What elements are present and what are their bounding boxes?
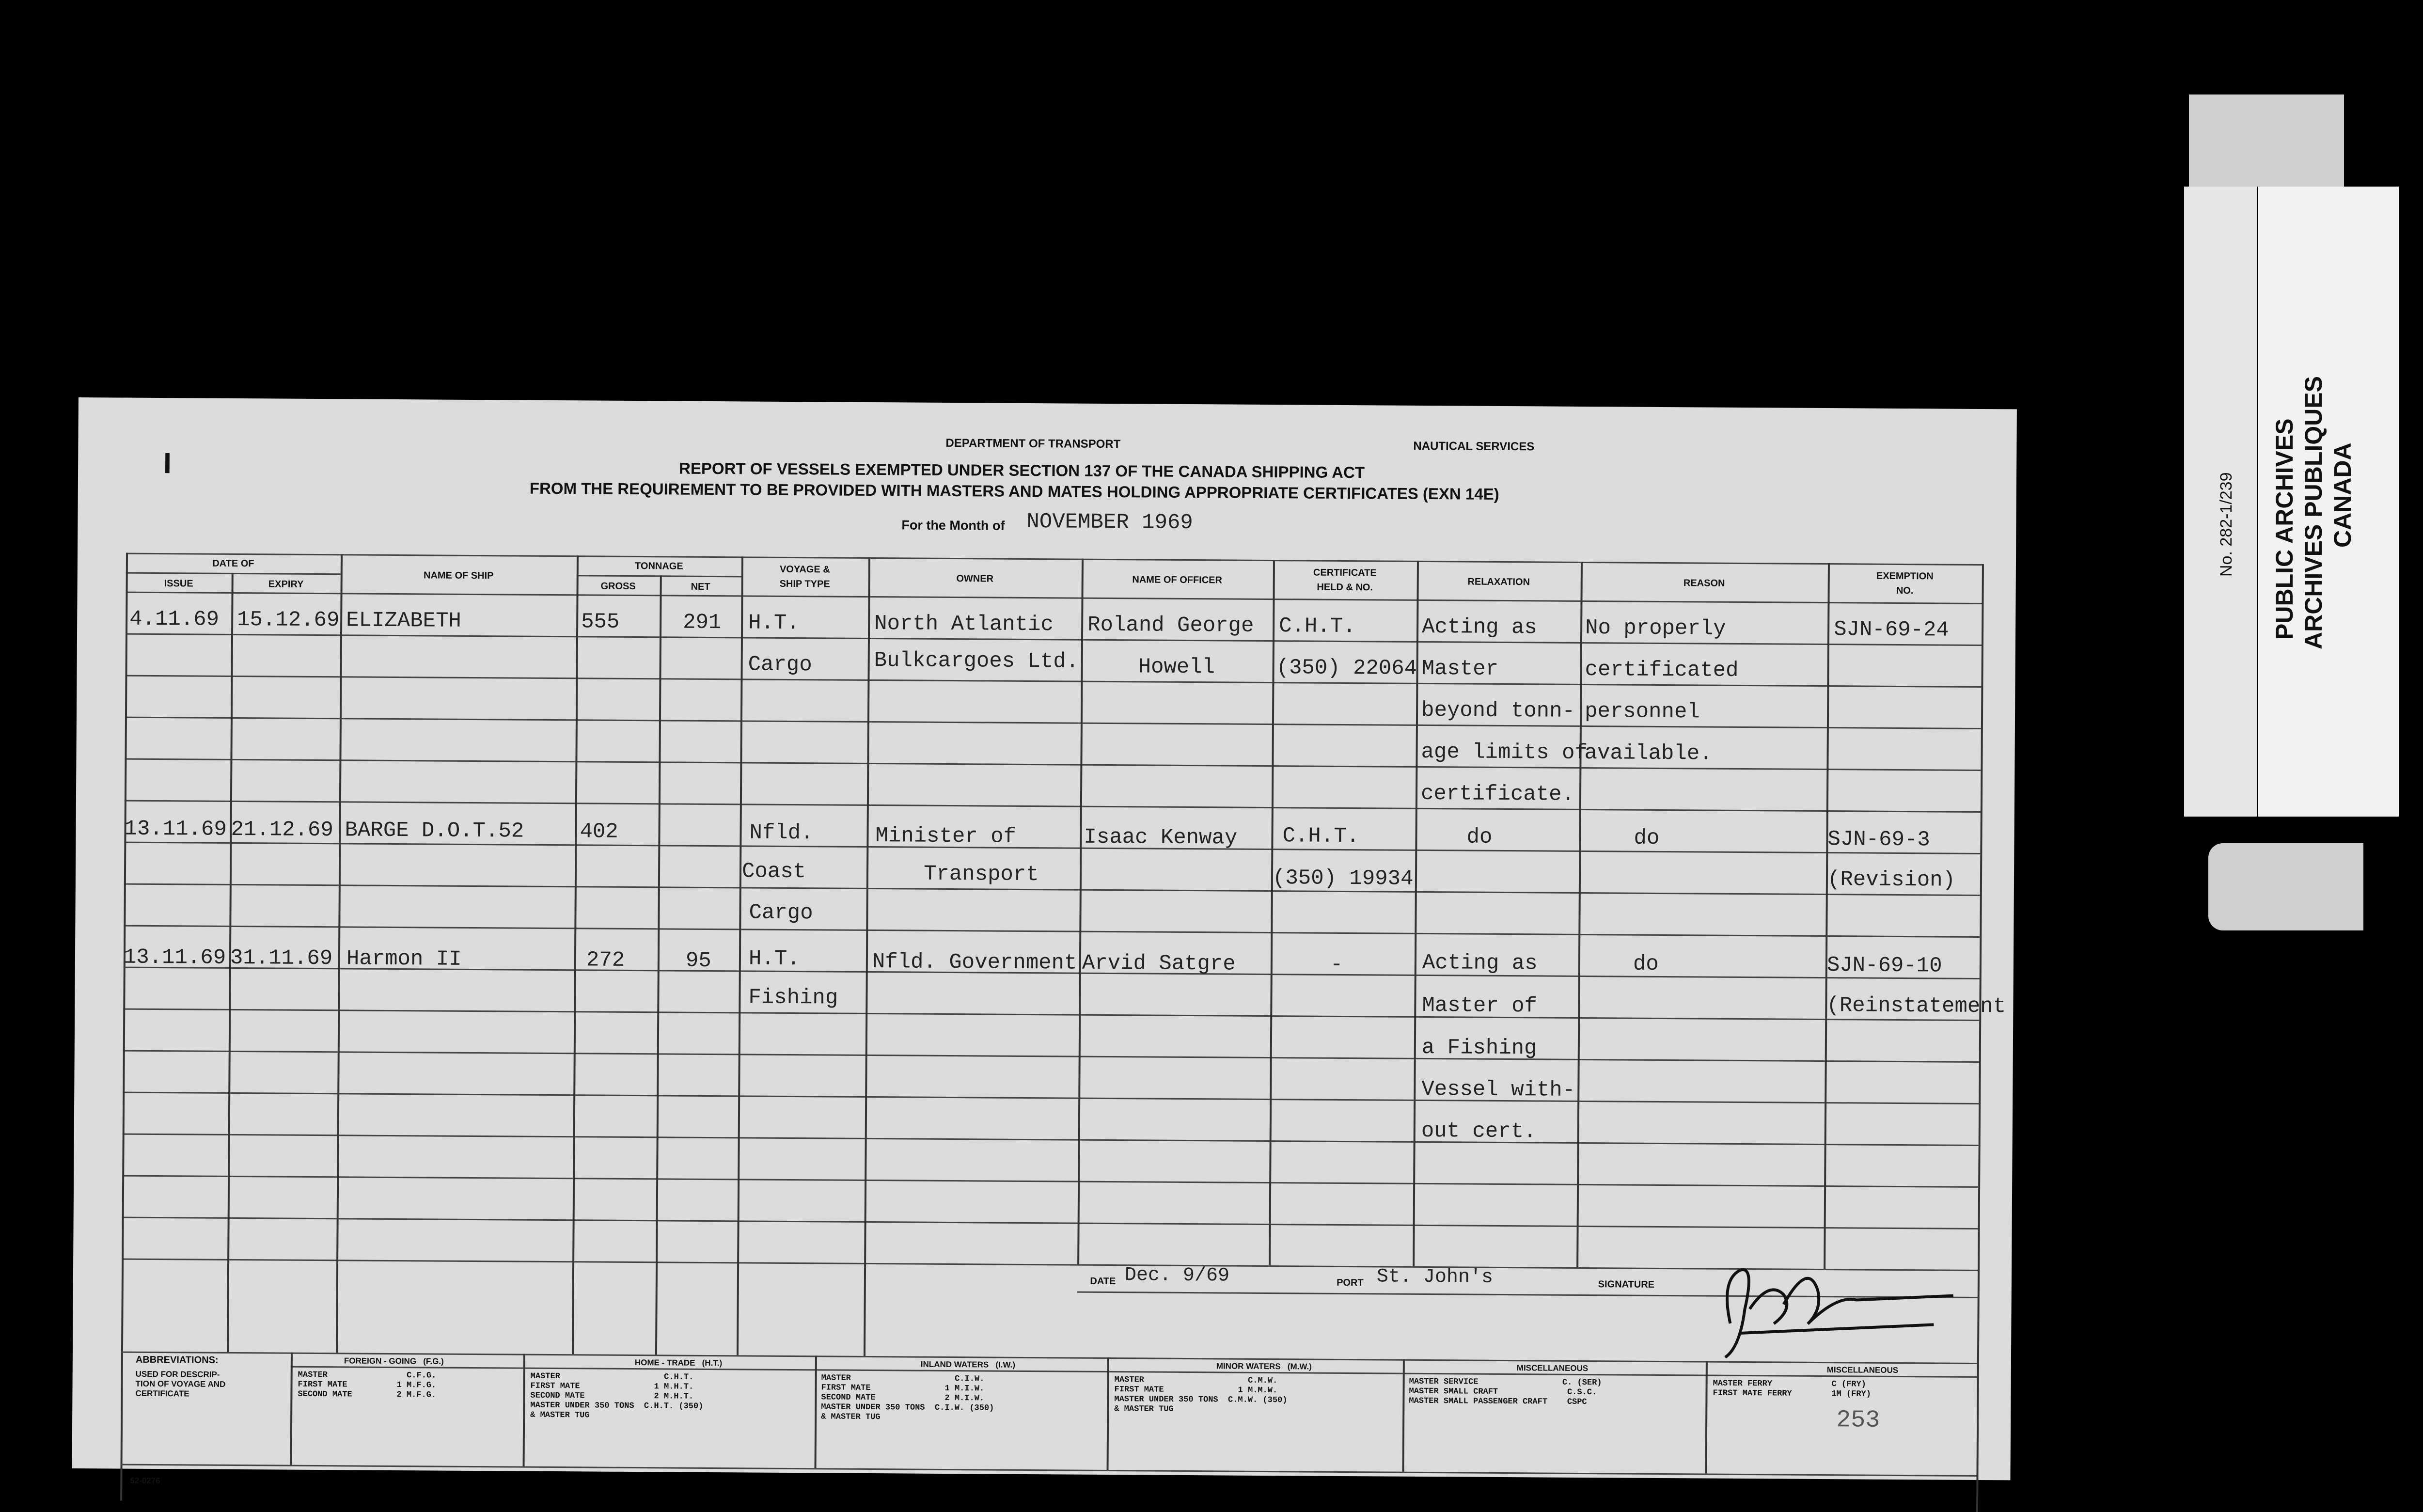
abbrev-ht-title: HOME - TRADE (H.T.) — [634, 1358, 723, 1368]
row1-issue: 4.11.69 — [129, 607, 220, 632]
row2-voyage-2: Coast — [741, 859, 806, 884]
row-line — [125, 717, 1981, 729]
row3-reason: do — [1633, 952, 1659, 976]
col-line — [737, 556, 743, 1356]
header-reason: REASON — [1683, 578, 1725, 589]
row2-exemption-1: SJN-69-3 — [1827, 827, 1930, 852]
abbrev-iw-lines: MASTER C.I.W. FIRST MATE 1 M.I.W. SECOND MATE 2 M.I.W. MASTER UNDER 350 TONS C.I.W. (350) & MASTER TUG — [821, 1373, 994, 1422]
row2-relax: do — [1466, 825, 1493, 850]
archive-tag-top — [2189, 94, 2344, 187]
row1-reason-1: No properly — [1585, 616, 1726, 641]
row1-expiry: 15.12.69 — [237, 608, 340, 633]
form-number: 52-0276 — [130, 1476, 160, 1486]
col-line — [336, 554, 343, 1354]
abbrev-misc2-title: MISCELLANEOUS — [1826, 1365, 1899, 1375]
month-value: NOVEMBER 1969 — [1026, 509, 1193, 536]
abbrev-iw-title: INLAND WATERS (I.W.) — [920, 1359, 1016, 1370]
row1-relax-5: certificate. — [1420, 781, 1575, 807]
department-label: DEPARTMENT OF TRANSPORT — [945, 436, 1121, 451]
row1-net: 291 — [683, 610, 722, 635]
archive-tag-bottom — [2208, 843, 2363, 930]
abbrev-col-line — [523, 1354, 525, 1466]
abbrev-misc1-lines: MASTER SERVICE C. (SER) MASTER SMALL CRAFT C.S.C. MASTER SMALL PASSENGER CRAFT CSPC — [1409, 1377, 1602, 1407]
abbrev-col-line — [1107, 1357, 1109, 1470]
row3-gross: 272 — [586, 948, 625, 973]
row-line — [124, 883, 1980, 896]
header-gross: GROSS — [600, 581, 636, 592]
row1-relax-3: beyond tonn- — [1421, 698, 1575, 724]
header-cert-1: CERTIFICATE — [1313, 567, 1377, 579]
row-line — [123, 1134, 1979, 1146]
row1-owner-1: North Atlantic — [874, 612, 1054, 637]
abbrev-ht-lines: MASTER C.H.T. FIRST MATE 1 M.H.T. SECOND MATE 2 M.H.T. MASTER UNDER 350 TONS C.H.T. (350) & MASTER TUG — [530, 1371, 704, 1420]
row1-ship: ELIZABETH — [346, 608, 461, 633]
report-title-line2: FROM THE REQUIREMENT TO BE PROVIDED WITH MASTERS AND MATES HOLDING APPROPRIATE CERTIFICATES (EXN 14E) — [529, 479, 1499, 503]
row3-cert: - — [1330, 952, 1343, 977]
abbrev-mw-title: MINOR WATERS (M.W.) — [1216, 1361, 1312, 1371]
abbrev-col-line — [1402, 1359, 1405, 1472]
row-line — [122, 1217, 1978, 1229]
abbrev-misc2-lines: MASTER FERRY C (FRY) FIRST MATE FERRY 1M (FRY) — [1713, 1379, 1872, 1399]
port-value: St. John's — [1376, 1266, 1494, 1289]
col-line — [1269, 560, 1275, 1265]
abbrev-bottom-border — [121, 1464, 1977, 1477]
tonnage-sub-line — [577, 575, 741, 577]
header-ship: NAME OF SHIP — [423, 570, 494, 582]
header-exemption-1: EXEMPTION — [1876, 570, 1934, 582]
row1-cert-2: (350) 22064 — [1276, 656, 1417, 681]
service-label: NAUTICAL SERVICES — [1413, 439, 1535, 454]
page-number: 253 — [1836, 1406, 1880, 1434]
row3-relax-4: Vessel with- — [1421, 1077, 1575, 1102]
header-net: NET — [691, 581, 710, 592]
col-line — [1976, 564, 1984, 1512]
row1-voyage-2: Cargo — [748, 652, 812, 677]
row1-exemption: SJN-69-24 — [1833, 617, 1949, 643]
row3-relax-3: a Fishing — [1421, 1035, 1537, 1061]
abbrev-fg-lines: MASTER C.F.G. FIRST MATE 1 M.F.G. SECOND MATE 2 M.F.G. — [298, 1370, 437, 1400]
row3-relax-1: Acting as — [1422, 950, 1538, 976]
exemption-report-form — [72, 397, 2016, 1486]
corner-mark: I — [163, 447, 172, 480]
abbrev-fg-title: FOREIGN - GOING (F.G.) — [344, 1356, 444, 1366]
row3-relax-5: out cert. — [1421, 1118, 1537, 1144]
col-line — [864, 557, 870, 1357]
header-relaxation: RELAXATION — [1467, 576, 1530, 588]
row-line — [122, 1259, 1978, 1271]
signature-image — [1711, 1251, 1964, 1378]
signature-label: SIGNATURE — [1598, 1279, 1655, 1290]
archive-line1: PUBLIC ARCHIVES — [2271, 418, 2298, 640]
row2-issue: 13.11.69 — [124, 817, 227, 842]
abbrev-label: ABBREVIATIONS: — [135, 1354, 219, 1366]
month-label: For the Month of — [901, 518, 1005, 533]
col-line — [1576, 562, 1583, 1267]
abbrev-col-line — [1705, 1361, 1707, 1474]
row3-ship: Harmon II — [346, 946, 462, 972]
header-exemption-2: NO. — [1896, 585, 1914, 597]
archive-number: No. 282-1/239 — [2217, 472, 2235, 577]
row1-reason-2: certificated — [1585, 658, 1739, 683]
row3-voyage-1: H.T. — [748, 946, 800, 972]
row2-owner-1: Minister of — [875, 824, 1017, 849]
col-line — [655, 575, 662, 1355]
row2-officer: Isaac Kenway — [1084, 825, 1238, 850]
header-expiry: EXPIRY — [268, 579, 304, 590]
date-label: DATE — [1090, 1276, 1116, 1287]
row3-voyage-2: Fishing — [748, 985, 838, 1010]
row1-officer-2: Howell — [1138, 655, 1215, 680]
report-title-line1: REPORT OF VESSELS EXEMPTED UNDER SECTION 137 OF THE CANADA SHIPPING ACT — [679, 459, 1365, 482]
abbrev-note: USED FOR DESCRIP- TION OF VOYAGE AND CERTIFICATE — [135, 1369, 226, 1399]
col-line — [572, 555, 579, 1355]
row2-voyage-1: Nfld. — [749, 820, 814, 846]
abbrev-col-line — [815, 1355, 817, 1468]
row-line — [124, 925, 1980, 938]
header-date-of: DATE OF — [212, 558, 254, 569]
row-line — [124, 842, 1980, 854]
header-voyage-1: VOYAGE & — [779, 564, 830, 575]
row1-reason-4: available. — [1584, 740, 1713, 766]
row1-voyage-1: H.T. — [748, 611, 800, 636]
row2-gross: 402 — [580, 819, 618, 844]
row-line — [125, 800, 1981, 813]
row1-relax-2: Master — [1421, 656, 1499, 681]
row3-officer: Arvid Satgre — [1082, 951, 1236, 976]
port-label: PORT — [1337, 1277, 1364, 1289]
row1-relax-4: age limits of — [1421, 740, 1588, 766]
row3-relax-2: Master of — [1422, 993, 1538, 1019]
row3-net: 95 — [685, 948, 711, 973]
row2-reason: do — [1634, 826, 1660, 850]
row1-owner-2: Bulkcargoes Ltd. — [874, 648, 1079, 674]
row-line — [123, 1092, 1979, 1104]
header-cert-2: HELD & NO. — [1317, 582, 1373, 593]
row2-expiry: 21.12.69 — [231, 817, 333, 843]
header-voyage-2: SHIP TYPE — [779, 578, 830, 590]
row3-owner: Nfld. Government — [872, 950, 1077, 976]
row2-ship: BARGE D.O.T.52 — [345, 818, 524, 844]
row-line — [122, 1175, 1978, 1188]
row2-owner-2: Transport — [923, 862, 1039, 887]
row3-exemption-2: (Reinstatement — [1826, 993, 2006, 1019]
row2-cert-1: C.H.T. — [1282, 824, 1360, 849]
archive-line3: CANADA — [2329, 442, 2356, 548]
row-line — [123, 1008, 1979, 1021]
date-value: Dec. 9/69 — [1124, 1264, 1230, 1287]
row1-officer-1: Roland George — [1087, 613, 1254, 638]
abbrev-mw-lines: MASTER C.M.W. FIRST MATE 1 M.M.W. MASTER UNDER 350 TONS C.M.W. (350) & MASTER TUG — [1114, 1375, 1288, 1414]
archive-line2: ARCHIVES PUBLIQUES — [2300, 376, 2327, 649]
row2-exemption-2: (Revision) — [1827, 867, 1956, 893]
row2-cert-2: (350) 19934 — [1272, 866, 1414, 891]
header-officer: NAME OF OFFICER — [1132, 574, 1223, 586]
abbrev-col-line — [290, 1353, 293, 1465]
table-top-border — [126, 553, 1982, 566]
row-line — [123, 1050, 1979, 1063]
header-issue: ISSUE — [164, 578, 193, 589]
row3-exemption-1: SJN-69-10 — [1826, 953, 1942, 978]
col-line — [120, 553, 128, 1501]
header-bottom-border — [126, 592, 1982, 604]
row1-reason-3: personnel — [1584, 699, 1700, 724]
row1-cert-1: C.H.T. — [1279, 614, 1356, 639]
header-owner: OWNER — [956, 573, 994, 584]
row3-expiry: 31.11.69 — [230, 945, 333, 971]
col-line — [1824, 563, 1830, 1269]
row2-voyage-3: Cargo — [749, 900, 813, 926]
row1-gross: 555 — [581, 610, 620, 634]
header-tonnage: TONNAGE — [635, 561, 683, 572]
row3-issue: 13.11.69 — [123, 945, 226, 970]
abbrev-misc1-title: MISCELLANEOUS — [1516, 1363, 1589, 1373]
row1-relax-1: Acting as — [1422, 614, 1537, 640]
